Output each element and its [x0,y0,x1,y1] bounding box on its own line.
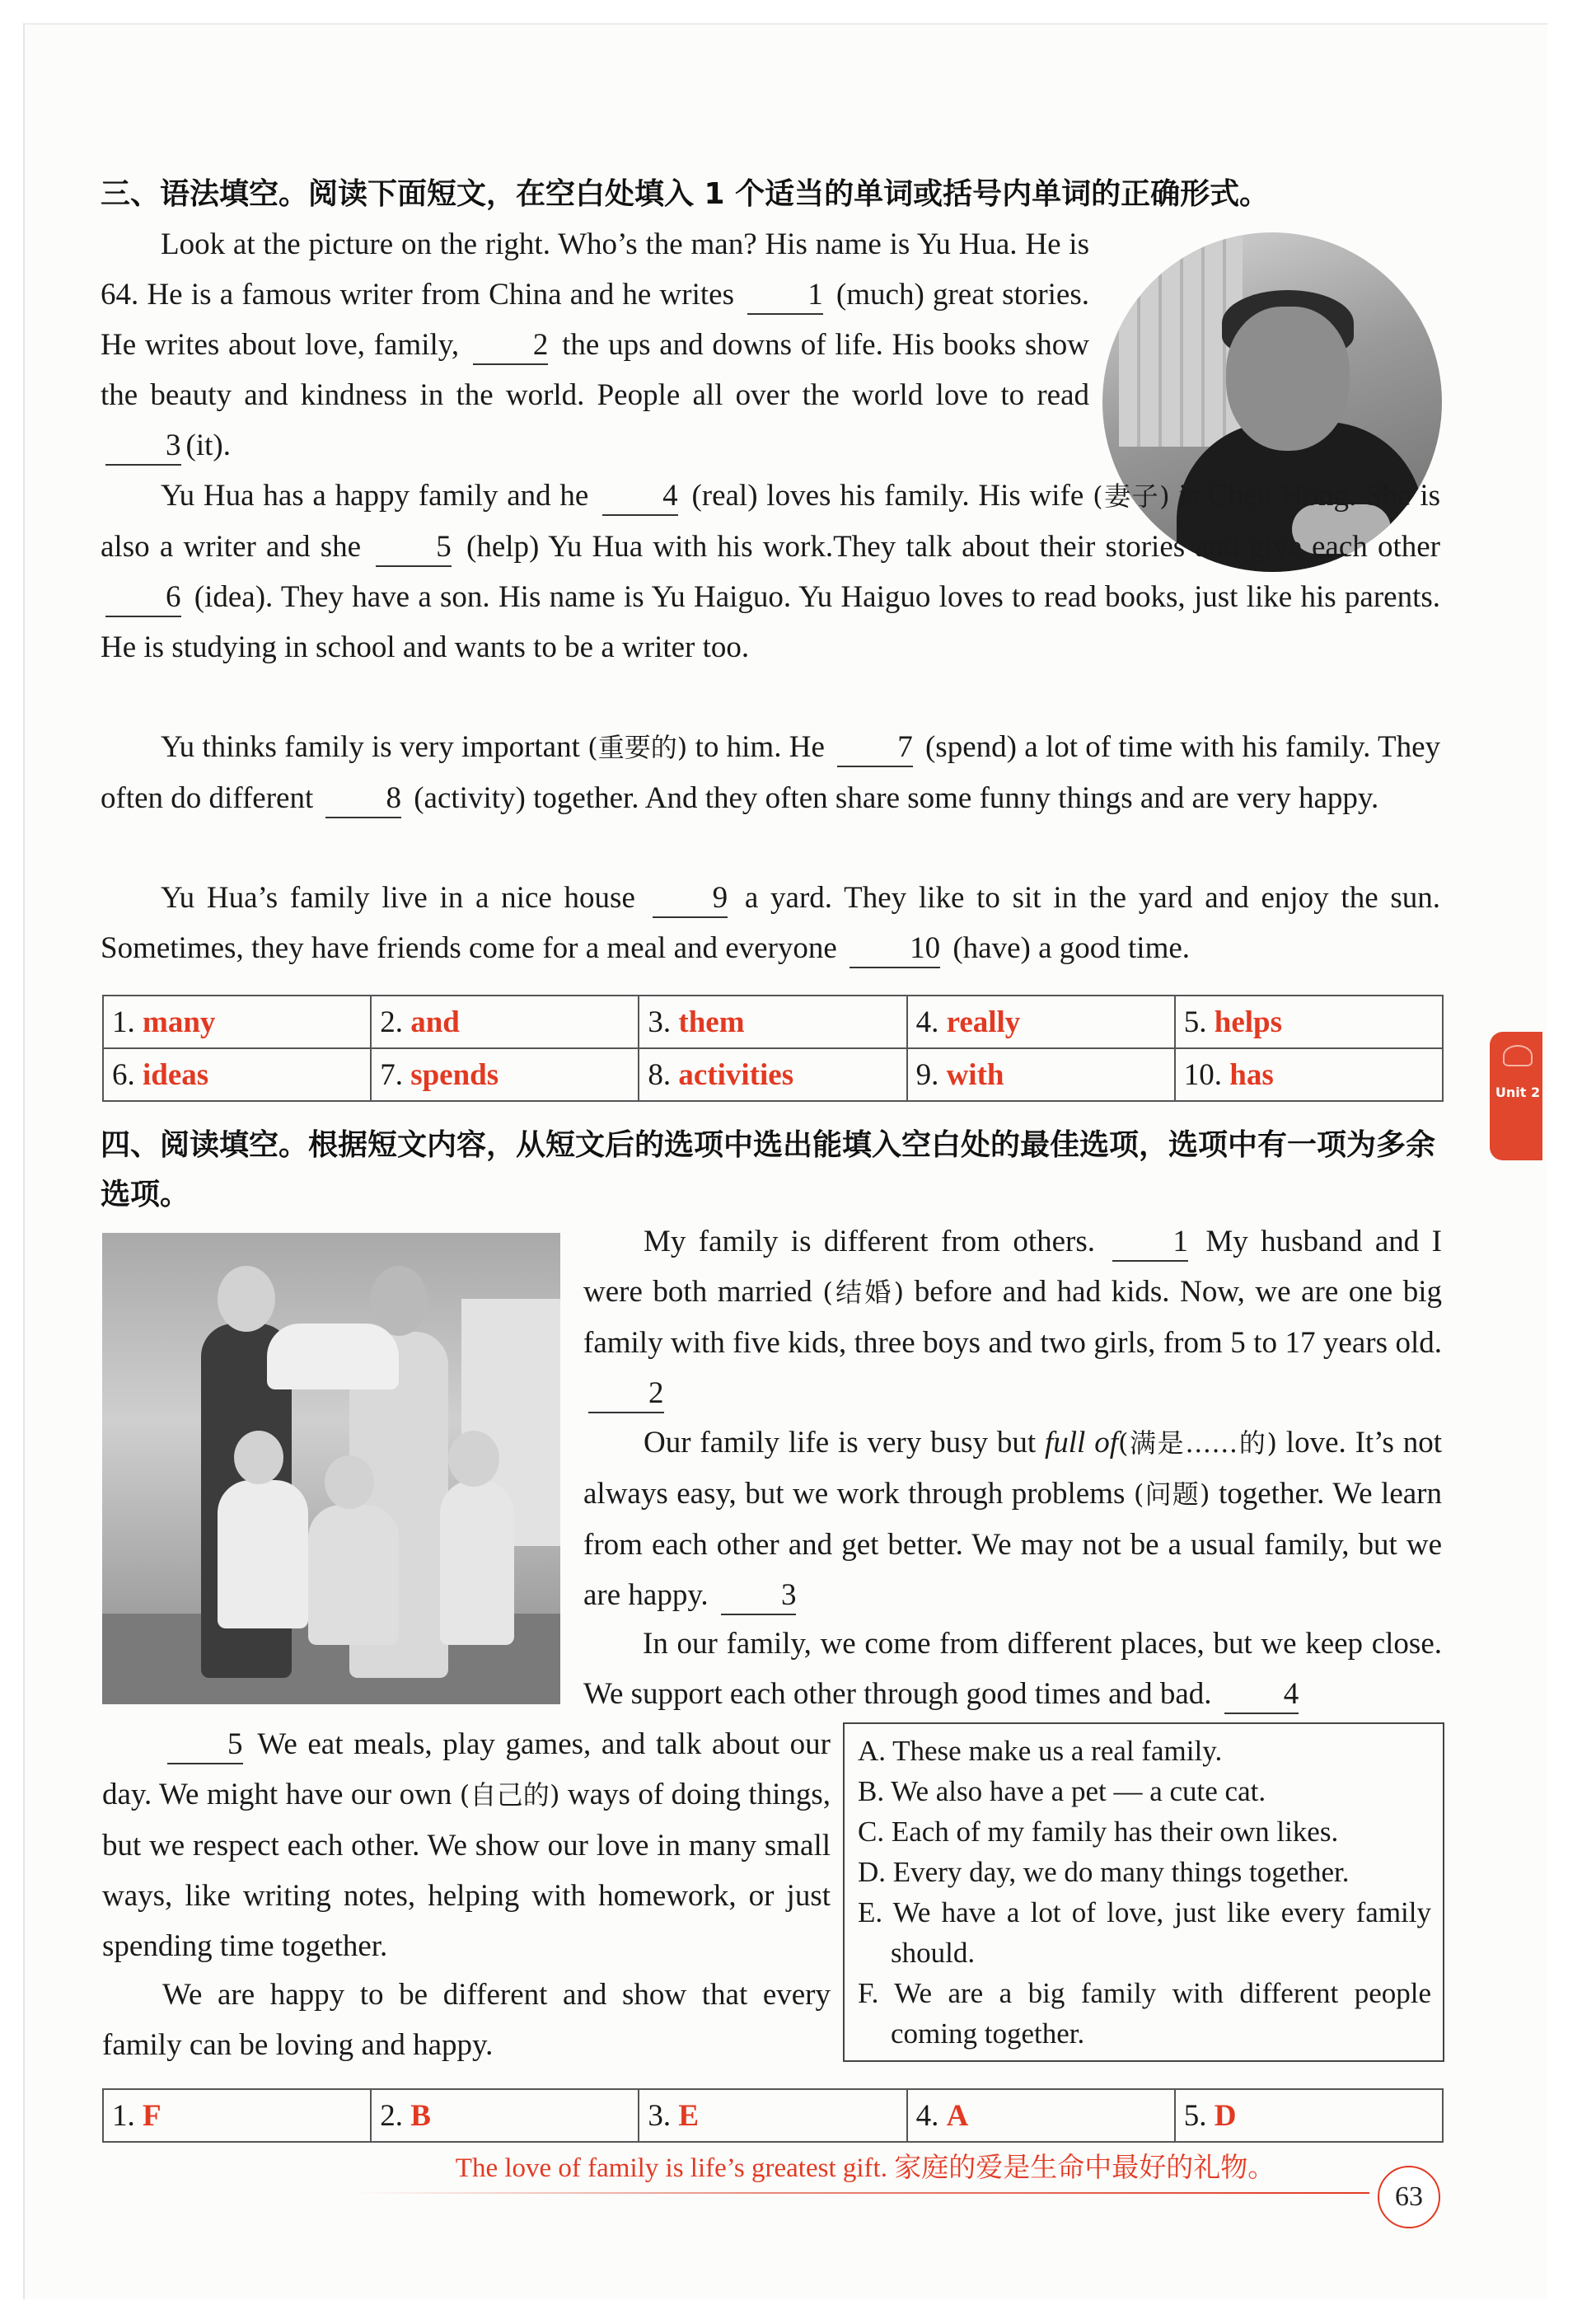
section4-title: 四、阅读填空。根据短文内容，从短文后的选项中选出能填入空白处的最佳选项，选项中有一项为多余选项。 [101,1128,1436,1211]
blank-10: 10 [850,930,940,968]
section4-paragraph-5 [102,1970,831,2070]
text-span: (help) Yu Hua with his work.They talk about their stories and give each other [466,530,1440,564]
answer-number: 10. [1183,1057,1222,1092]
section4-paragraph-4 [102,1719,831,1971]
section4-paragraph-3 [583,1619,1442,1719]
answer-cell [371,1048,639,1101]
answer-cell [1175,2089,1443,2142]
text-span: (it). [185,429,231,462]
family-photo [102,1233,560,1704]
blank-1: 1 [747,277,823,315]
section4-paragraph-2 [583,1417,1442,1620]
text-span: ways of doing things, but we respect each other. We show our love in many small ways, like writing notes, helping with homework, or just spending time together. [102,1778,831,1963]
chinese-gloss: (结婚) [822,1277,905,1308]
text-span: (much) great stories. He writes about love, family, [101,278,1089,362]
answer-number: 2. [380,1005,403,1039]
blank-5: 5 [376,529,452,567]
answer-text: A [946,2098,969,2133]
answer-number: 8. [648,1057,672,1092]
blank-6: 6 [105,579,181,617]
blank-7: 7 [837,729,913,767]
section4-paragraph-1 [583,1216,1442,1418]
answer-text: really [946,1005,1021,1039]
answer-number: 1. [112,2098,135,2133]
table-row [103,2089,1443,2142]
answer-text: F [143,2098,161,2133]
answer-text: helps [1214,1005,1283,1039]
answer-number: 4. [915,2098,939,2133]
text-span: (real) loves his family. His wife [691,479,1084,513]
answer-text: ideas [143,1057,209,1092]
table-row [103,996,1443,1048]
answer-number: 2. [380,2098,403,2133]
answer-text: E [678,2098,700,2133]
blank-3: 3 [105,428,181,466]
answer-cell [639,1048,906,1101]
text-span: Yu thinks family is very important [161,730,580,764]
text-span: love. It’s not always easy, but we work through problems [583,1426,1443,1511]
text-span: (have) a good time. [952,931,1191,965]
text-span: Yu Hua’s family live in a nice house [161,881,635,915]
answer-number: 6. [112,1057,135,1092]
text-span: together. We learn from each other and get better. We may not be a usual family, but we are happy. [583,1477,1442,1612]
option-c: C. Each of my family has their own likes. [858,1816,1339,1848]
option-a: A. These make us a real family. [858,1735,1223,1767]
answer-number: 1. [112,1005,135,1039]
blank-2: 2 [588,1375,664,1413]
answer-text: activities [678,1057,794,1092]
options-box [843,1722,1444,2062]
section3-answer-table [102,995,1444,1102]
text-span: Look at the picture on the right. Who’s the man? His name is Yu Hua. He is 64. He is a famous writer from China and he writes [101,227,1089,312]
text-span: We eat meals, play games, and talk about our day. We might have our own [102,1727,831,1811]
answer-cell [371,996,639,1048]
answer-cell [639,996,906,1048]
answer-number: 5. [1183,1005,1207,1039]
answer-text: B [410,2098,431,2133]
text-span: Our family life is very busy but [644,1426,1037,1460]
answer-cell [907,1048,1175,1101]
text-span: is Chen Hong. She is also a writer and she [101,479,1441,564]
blank-5: 5 [167,1727,243,1764]
blank-9: 9 [653,880,728,918]
section3-title: 三、语法填空。阅读下面短文，在空白处填入 1 个适当的单词或括号内单词的正确形式。 [101,177,1270,211]
answer-number: 7. [380,1057,403,1092]
answer-cell [103,996,371,1048]
section3-paragraph-3 [101,722,1440,823]
answer-number: 9. [915,1057,939,1092]
answer-number: 3. [648,1005,672,1039]
answer-cell [371,2089,639,2142]
answer-cell [103,1048,371,1101]
answer-cell [1175,996,1443,1048]
blank-8: 8 [325,780,401,818]
answer-number: 5. [1183,2098,1207,2133]
option-d: D. Every day, we do many things together. [858,1856,1350,1888]
option-e: E. We have a lot of love, just like every family should. [858,1896,1431,1969]
answer-cell [103,2089,371,2142]
chinese-gloss: (重要的) [587,732,688,763]
text-span: (activity) together. And they often share some funny things and are very happy. [414,781,1379,815]
answer-cell [907,2089,1175,2142]
text-span: the ups and downs of life. His books show the beauty and kindness in the world. People all over the world love to read [101,328,1090,412]
section3-paragraph-2 [101,471,1440,672]
blank-3: 3 [721,1577,797,1615]
answer-text: them [678,1005,745,1039]
answer-cell [639,2089,906,2142]
text-span: to him. He [695,730,825,764]
text-span: My family is different from others. [644,1225,1095,1258]
text-span: Yu Hua has a happy family and he [161,479,589,513]
answer-number: 3. [648,2098,672,2133]
text-span: before and had kids. Now, we are one big family with five kids, three boys and two girls, from 5 to 17 years old. [583,1275,1443,1360]
answer-text: many [143,1005,216,1039]
answer-text: and [410,1005,460,1039]
blank-4: 4 [602,478,678,516]
table-row [103,1048,1443,1101]
answer-cell [907,996,1175,1048]
chinese-gloss: (满是……的) [1117,1427,1277,1459]
text-span: We are happy to be different and show that every family can be loving and happy. [102,1978,831,2062]
text-span: a yard. They like to sit in the yard and enjoy the sun. Sometimes, they have friends come for a meal and everyone [101,881,1441,965]
blank-2: 2 [473,327,549,365]
text-span: My husband and I were both married [583,1225,1442,1309]
page-number: 63 [1378,2166,1440,2228]
blank-1: 1 [1112,1224,1188,1262]
text-span: In our family, we come from different places, but we keep close. We support each other through good times and bad. [583,1627,1442,1711]
option-f: F. We are a big family with different people coming together. [858,1977,1431,2050]
unit-side-tab [1490,1032,1542,1160]
answer-number: 4. [915,1005,939,1039]
wing-icon [1503,1045,1533,1066]
section3-paragraph-4 [101,873,1440,973]
chinese-gloss: (自己的) [459,1779,560,1811]
answer-text: D [1214,2098,1237,2133]
section4-answer-table [102,2088,1444,2143]
text-span: (idea). They have a son. His name is Yu Haiguo. Yu Haiguo loves to read books, just like his parents. He is studying in school and wants to be a writer too. [101,580,1440,664]
text-span: (spend) a lot of time with his family. They often do different [101,730,1441,815]
blank-4: 4 [1224,1676,1299,1714]
answer-text: spends [410,1057,499,1092]
footer-quote: The love of family is life’s greatest gift. 家庭的爱是生命中最好的礼物。 [455,2153,1275,2183]
unit-label: Unit 2 [1495,1085,1541,1100]
footer-divider [354,2192,1369,2194]
answer-text: has [1229,1057,1274,1092]
section3-paragraph-1 [101,219,1089,471]
italic-phrase: full of [1045,1426,1118,1460]
answer-cell [1175,1048,1443,1101]
chinese-gloss: (妻子) [1093,480,1170,512]
chinese-gloss: (问题) [1133,1478,1210,1510]
option-b: B. We also have a pet — a cute cat. [858,1775,1266,1807]
answer-text: with [946,1057,1004,1092]
